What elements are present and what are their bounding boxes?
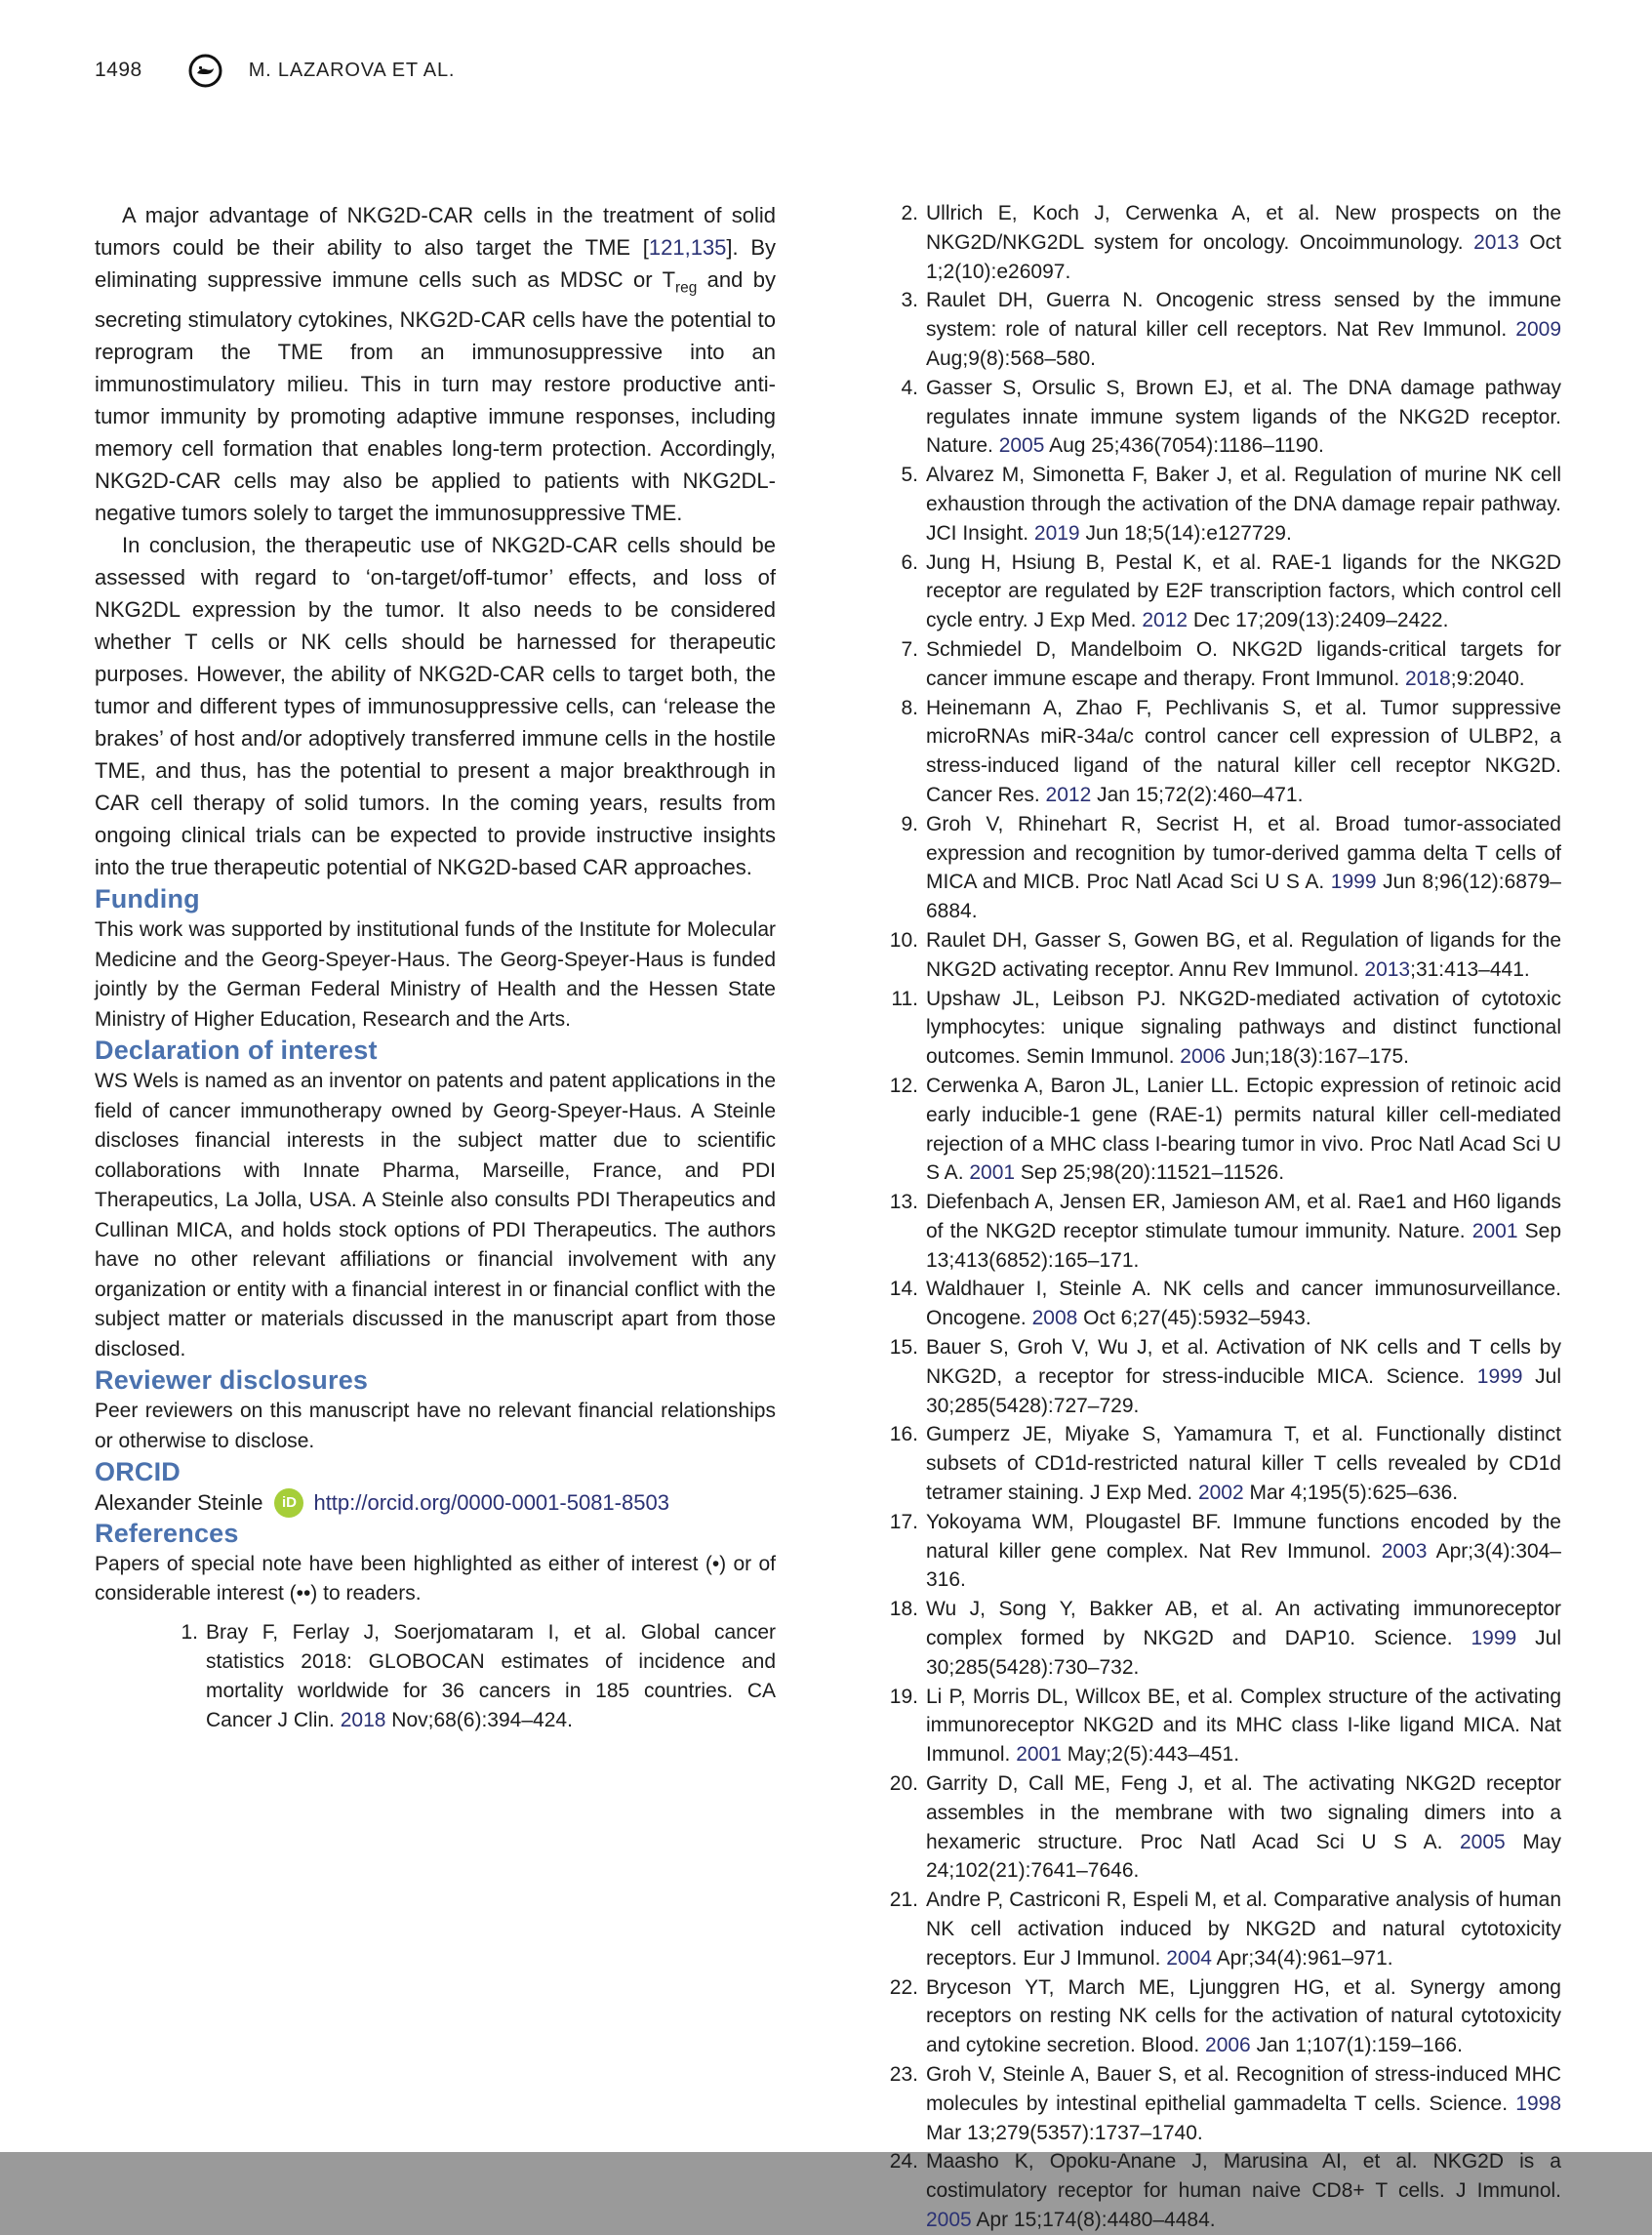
reference-text: Diefenbach A, Jensen ER, Jamieson AM, et al. Rae1 and H60 ligands of the NKG2D receptor stimulate tumour immunity. Nature. 2001 Sep 13;413(6852):165–171. <box>926 1191 1562 1272</box>
declaration-text: WS Wels is named as an inventor on patents and patent applications in the field of cancer immunotherapy owned by Georg-Speyer-Haus. A Steinle discloses financial interests in the subject matter due to scientific collaborations with Innate Pharma, Marseille, France, and PDI Therapeutics, La Jolla, USA. A Steinle also consults PDI Therapeutics and Cullinan MICA, and holds stock options of PDI Therapeutics. The authors have no other relevant affiliations or financial involvement with any organization or entity with a financial interest in or financial conflict with the subject matter or materials discussed in the manuscript apart from those disclosed. <box>95 1070 776 1361</box>
reference-number: 1. <box>181 1621 198 1645</box>
reference-number: 17. <box>889 1510 918 1533</box>
reference-year-link[interactable]: 2005 <box>926 2208 972 2231</box>
reviewer-disclosures-text: Peer reviewers on this manuscript have no relevant financial relationships or otherwise to disclose. <box>95 1400 776 1452</box>
two-column-layout <box>0 199 1652 2235</box>
reference-text: Li P, Morris DL, Willcox BE, et al. Complex structure of the activating immunoreceptor NKG2D and its MHC class I-like ligand MICA. Nat Immunol. 2001 May;2(5):443–451. <box>926 1685 1561 1767</box>
reference-number: 15. <box>889 1336 918 1360</box>
reference-item <box>883 549 1561 635</box>
body-text <box>95 199 776 883</box>
reference-text: Andre P, Castriconi R, Espeli M, et al. Comparative analysis of human NK cell activation induced by NKG2D and natural cytotoxicity receptors. Eur J Immunol. 2004 Apr;34(4):961–971. <box>926 1889 1561 1970</box>
reference-year-link[interactable]: 2018 <box>340 1708 386 1731</box>
reference-number: 13. <box>889 1191 918 1214</box>
reference-text: Yokoyama WM, Plougastel BF. Immune functions encoded by the natural killer gene complex. Nat Rev Immunol. 2003 Apr;3(4):304–316. <box>926 1510 1561 1592</box>
body-paragraph-2: In conclusion, the therapeutic use of NKG2D-CAR cells should be assessed with regard to ‘on-target/off-tumor’ effects, and loss of NKG2DL expression by the tumor. It also needs to be considered whether T cells or NK cells should be harnessed for therapeutic purposes. However, the ability of NKG2D-CAR cells to target both, the tumor and different types of immunosuppressive cells, can ‘release the brakes’ of host and/or adoptively transferred immune cells in the hostile TME, and thus, has the potential to present a major breakthrough in CAR cell therapy of solid tumors. In the coming years, results from ongoing clinical trials can be expected to provide instructive insights into the true therapeutic potential of NKG2D-based CAR approaches. <box>95 533 776 880</box>
reference-text: Alvarez M, Simonetta F, Baker J, et al. Regulation of murine NK cell exhaustion through the activation of the DNA damage repair pathway. JCI Insight. 2019 Jun 18;5(14):e127729. <box>926 464 1561 545</box>
reference-text: Wu J, Song Y, Bakker AB, et al. An activating immunoreceptor complex formed by NKG2D and DAP10. Science. 1999 Jul 30;285(5428):730–732. <box>926 1598 1561 1679</box>
reference-text: Heinemann A, Zhao F, Pechlivanis S, et al. Tumor suppressive microRNAs miR-34a/c control cancer cell expression of ULBP2, a stress-induced ligand of the natural killer cell receptor NKG2D. Cancer Res. 2012 Jan 15;72(2):460–471. <box>926 696 1561 806</box>
reference-item <box>883 694 1561 810</box>
reference-year-link[interactable]: 2001 <box>1016 1743 1062 1767</box>
reference-number: 9. <box>901 812 918 835</box>
orcid-url-link[interactable]: http://orcid.org/0000-0001-5081-8503 <box>313 1490 669 1516</box>
reference-text: Raulet DH, Guerra N. Oncogenic stress sensed by the immune system: role of natural killer cell receptors. Nat Rev Immunol. 2009 Aug;9(8):568–580. <box>926 289 1561 370</box>
reference-item <box>883 286 1561 373</box>
reference-year-link[interactable]: 2019 <box>1033 521 1080 545</box>
orcid-icon: iD <box>274 1488 303 1518</box>
reference-number: 21. <box>889 1889 918 1912</box>
section-heading-orcid: ORCID <box>95 1457 181 1487</box>
reference-text: Garrity D, Call ME, Feng J, et al. The activating NKG2D receptor assembles in the membrane with two signaling dimers into a hexameric structure. Proc Natl Acad Sci U S A. 2005 May 24;102(21):7641–7646. <box>926 1772 1561 1883</box>
reference-item <box>883 199 1561 286</box>
reference-list-right <box>883 199 1561 2235</box>
reference-item <box>883 926 1561 985</box>
reference-item <box>883 810 1561 926</box>
reference-text: Bauer S, Groh V, Wu J, et al. Activation of NK cells and T cells by NKG2D, a receptor for stress-inducible MICA. Science. 1999 Jul 30;285(5428):727–729. <box>926 1336 1561 1417</box>
reference-number: 22. <box>889 1975 918 1999</box>
reference-number: 14. <box>889 1278 918 1301</box>
reference-item <box>883 1973 1561 2060</box>
reference-year-link[interactable]: 2002 <box>1197 1482 1244 1505</box>
reference-number: 20. <box>889 1772 918 1796</box>
reference-year-link[interactable]: 2018 <box>1405 667 1451 690</box>
reference-year-link[interactable]: 2005 <box>1460 1830 1506 1853</box>
reference-year-link[interactable]: 2001 <box>1471 1219 1518 1242</box>
subscript-reg: reg <box>675 279 698 297</box>
reference-year-link[interactable]: 2001 <box>969 1161 1016 1185</box>
page-number: 1498 <box>95 59 142 81</box>
reference-number: 12. <box>889 1074 918 1097</box>
reference-item <box>883 1683 1561 1769</box>
reference-number: 6. <box>901 550 918 574</box>
reference-year-link[interactable]: 2005 <box>998 434 1045 458</box>
reference-number: 23. <box>889 2063 918 2086</box>
reference-year-link[interactable]: 2012 <box>1142 609 1189 632</box>
reference-item <box>883 985 1561 1072</box>
reference-text: Gasser S, Orsulic S, Brown EJ, et al. The DNA damage pathway regulates innate immune system ligands of the NKG2D receptor. Nature. 2005 Aug 25;436(7054):1186–1190. <box>926 376 1561 458</box>
reference-item <box>163 1618 776 1734</box>
running-head <box>0 51 1652 90</box>
reference-year-link[interactable]: 1998 <box>1515 2092 1561 2115</box>
reference-number: 4. <box>901 376 918 399</box>
reference-text: Bray F, Ferlay J, Soerjomataram I, et al. Global cancer statistics 2018: GLOBOCAN estimates of incidence and mortality worldwide for 36 cancers in 185 countries. CA Cancer J Clin. 2018 Nov;68(6):394–424. <box>206 1621 776 1731</box>
reference-year-link[interactable]: 1999 <box>1471 1627 1517 1650</box>
section-heading-reviewer-disclosures: Reviewer disclosures <box>95 1365 369 1396</box>
reference-year-link[interactable]: 1999 <box>1330 871 1377 894</box>
reference-list-left <box>163 1618 776 1734</box>
orcid-entry <box>95 1488 776 1518</box>
reference-number: 11. <box>891 987 918 1010</box>
reference-number: 5. <box>901 464 918 487</box>
reference-item <box>883 461 1561 548</box>
reference-item <box>883 2060 1561 2147</box>
reference-text: Waldhauer I, Steinle A. NK cells and cancer immunosurveillance. Oncogene. 2008 Oct 6;27(45):5932–5943. <box>926 1278 1561 1330</box>
section-heading-funding: Funding <box>95 884 200 914</box>
reference-text: Raulet DH, Gasser S, Gowen BG, et al. Regulation of ligands for the NKG2D activating receptor. Annu Rev Immunol. 2013;31:413–441. <box>926 928 1561 981</box>
body-paragraph-1: A major advantage of NKG2D-CAR cells in the treatment of solid tumors could be their ability to also target the TME [121,135]. By eliminating suppressive immune cells such as MDSC or $T_{reg}$ and by secreting stimulatory cytokines, NKG2D-CAR cells have the potential to reprogram the TME from an immunosuppressive into an immunostimulatory milieu. This in turn may restore productive anti-tumor immunity by promoting adaptive immune responses, including memory cell formation that enables long-term protection. Accordingly, NKG2D-CAR cells may also be applied to patients with NKG2DL-negative tumors solely to target the immunosuppressive TME. <box>95 203 777 526</box>
reference-text: Gumperz JE, Miyake S, Yamamura T, et al. Functionally distinct subsets of CD1d-restricted natural killer T cells revealed by CD1d tetramer staining. J Exp Med. 2002 Mar 4;195(5):625–636. <box>926 1423 1561 1505</box>
reference-year-link[interactable]: 2009 <box>1515 318 1561 342</box>
reference-text: Maasho K, Opoku-Anane J, Marusina AI, et al. NKG2D is a costimulatory receptor for human naive CD8+ T cells. J Immunol. 2005 Apr 15;174(8):4480–4484. <box>926 2150 1561 2231</box>
reference-year-link[interactable]: 2012 <box>1045 783 1092 806</box>
reference-year-link[interactable]: 2008 <box>1031 1307 1078 1330</box>
reference-text: Bryceson YT, March ME, Ljunggren HG, et al. Synergy among receptors on resting NK cells for the activation of natural cytotoxicity and cytokine secretion. Blood. 2006 Jan 1;107(1):159–166. <box>926 1975 1561 2057</box>
reference-number: 16. <box>889 1423 918 1446</box>
references-note: Papers of special note have been highlighted as either of interest (•) or of considerable interest (••) to readers. <box>95 1553 776 1605</box>
reference-text: Upshaw JL, Leibson PJ. NKG2D-mediated activation of cytotoxic lymphocytes: unique signaling pathways and distinct functional outcomes. Semin Immunol. 2006 Jun;18(3):167–175. <box>926 987 1561 1069</box>
section-heading-references: References <box>95 1519 239 1549</box>
reference-year-link[interactable]: 2003 <box>1381 1539 1428 1563</box>
reference-year-link[interactable]: 2004 <box>1166 1946 1212 1970</box>
publisher-logo-icon <box>187 53 223 89</box>
citation-link[interactable]: 121,135 <box>648 235 727 260</box>
funding-text: This work was supported by institutional funds of the Institute for Molecular Medicine and the Georg-Speyer-Haus. The Georg-Speyer-Haus is funded jointly by the German Federal Ministry of Health and the Hessen State Ministry of Higher Education, Research and the Arts. <box>95 918 776 1031</box>
reference-number: 8. <box>901 696 918 719</box>
reference-item <box>883 635 1561 694</box>
reference-item <box>883 1072 1561 1188</box>
reference-text: Jung H, Hsiung B, Pestal K, et al. RAE-1 ligands for the NKG2D receptor are regulated by E2F transcription factors, which control cell cycle entry. J Exp Med. 2012 Dec 17;209(13):2409–2422. <box>926 550 1561 632</box>
reference-item <box>883 1333 1561 1420</box>
reference-item <box>883 1420 1561 1507</box>
reference-item <box>883 1188 1561 1275</box>
orcid-author-name: Alexander Steinle <box>95 1490 263 1516</box>
reference-item <box>883 374 1561 461</box>
reference-item <box>883 1275 1561 1333</box>
reference-number: 24. <box>889 2150 918 2174</box>
reference-number: 2. <box>901 202 918 224</box>
running-title: M. LAZAROVA ET AL. <box>248 59 456 81</box>
section-heading-declaration: Declaration of interest <box>95 1036 378 1066</box>
reference-number: 19. <box>889 1685 918 1708</box>
reference-text: Groh V, Rhinehart R, Secrist H, et al. Broad tumor-associated expression and recognition by tumor-derived gamma delta T cells of MICA and MICB. Proc Natl Acad Sci U S A. 1999 Jun 8;96(12):6879–6884. <box>926 812 1561 923</box>
reference-year-link[interactable]: 2013 <box>1364 957 1411 981</box>
reference-item <box>883 2147 1561 2234</box>
reference-item <box>883 1769 1561 1886</box>
reference-text: Cerwenka A, Baron JL, Lanier LL. Ectopic expression of retinoic acid early inducible-1 gene (RAE-1) permits natural killer cell-mediated rejection of a MHC class I-bearing tumor in vivo. Proc Natl Acad Sci U S A. 2001 Sep 25;98(20):11521–11526. <box>926 1074 1561 1185</box>
reference-year-link[interactable]: 2013 <box>1473 230 1519 254</box>
reference-number: 7. <box>901 637 918 661</box>
reference-text: Ullrich E, Koch J, Cerwenka A, et al. New prospects on the NKG2D/NKG2DL system for oncology. Oncoimmunology. 2013 Oct 1;2(10):e26097. <box>926 202 1561 283</box>
reference-item <box>883 1595 1561 1682</box>
reference-number: 18. <box>889 1598 918 1621</box>
right-column <box>883 199 1561 2235</box>
reference-year-link[interactable]: 2006 <box>1180 1045 1226 1069</box>
reference-item <box>883 1508 1561 1595</box>
reference-number: 10. <box>889 928 918 952</box>
reference-year-link[interactable]: 1999 <box>1476 1364 1523 1388</box>
reference-year-link[interactable]: 2006 <box>1205 2034 1251 2057</box>
left-column <box>95 199 776 2235</box>
reference-item <box>883 1886 1561 1972</box>
reference-text: Schmiedel D, Mandelboim O. NKG2D ligands-critical targets for cancer immune escape and therapy. Front Immunol. 2018;9:2040. <box>926 637 1561 690</box>
reference-number: 3. <box>901 289 918 312</box>
reference-text: Groh V, Steinle A, Bauer S, et al. Recognition of stress-induced MHC molecules by intestinal epithelial gammadelta T cells. Science. 1998 Mar 13;279(5357):1737–1740. <box>926 2063 1561 2144</box>
